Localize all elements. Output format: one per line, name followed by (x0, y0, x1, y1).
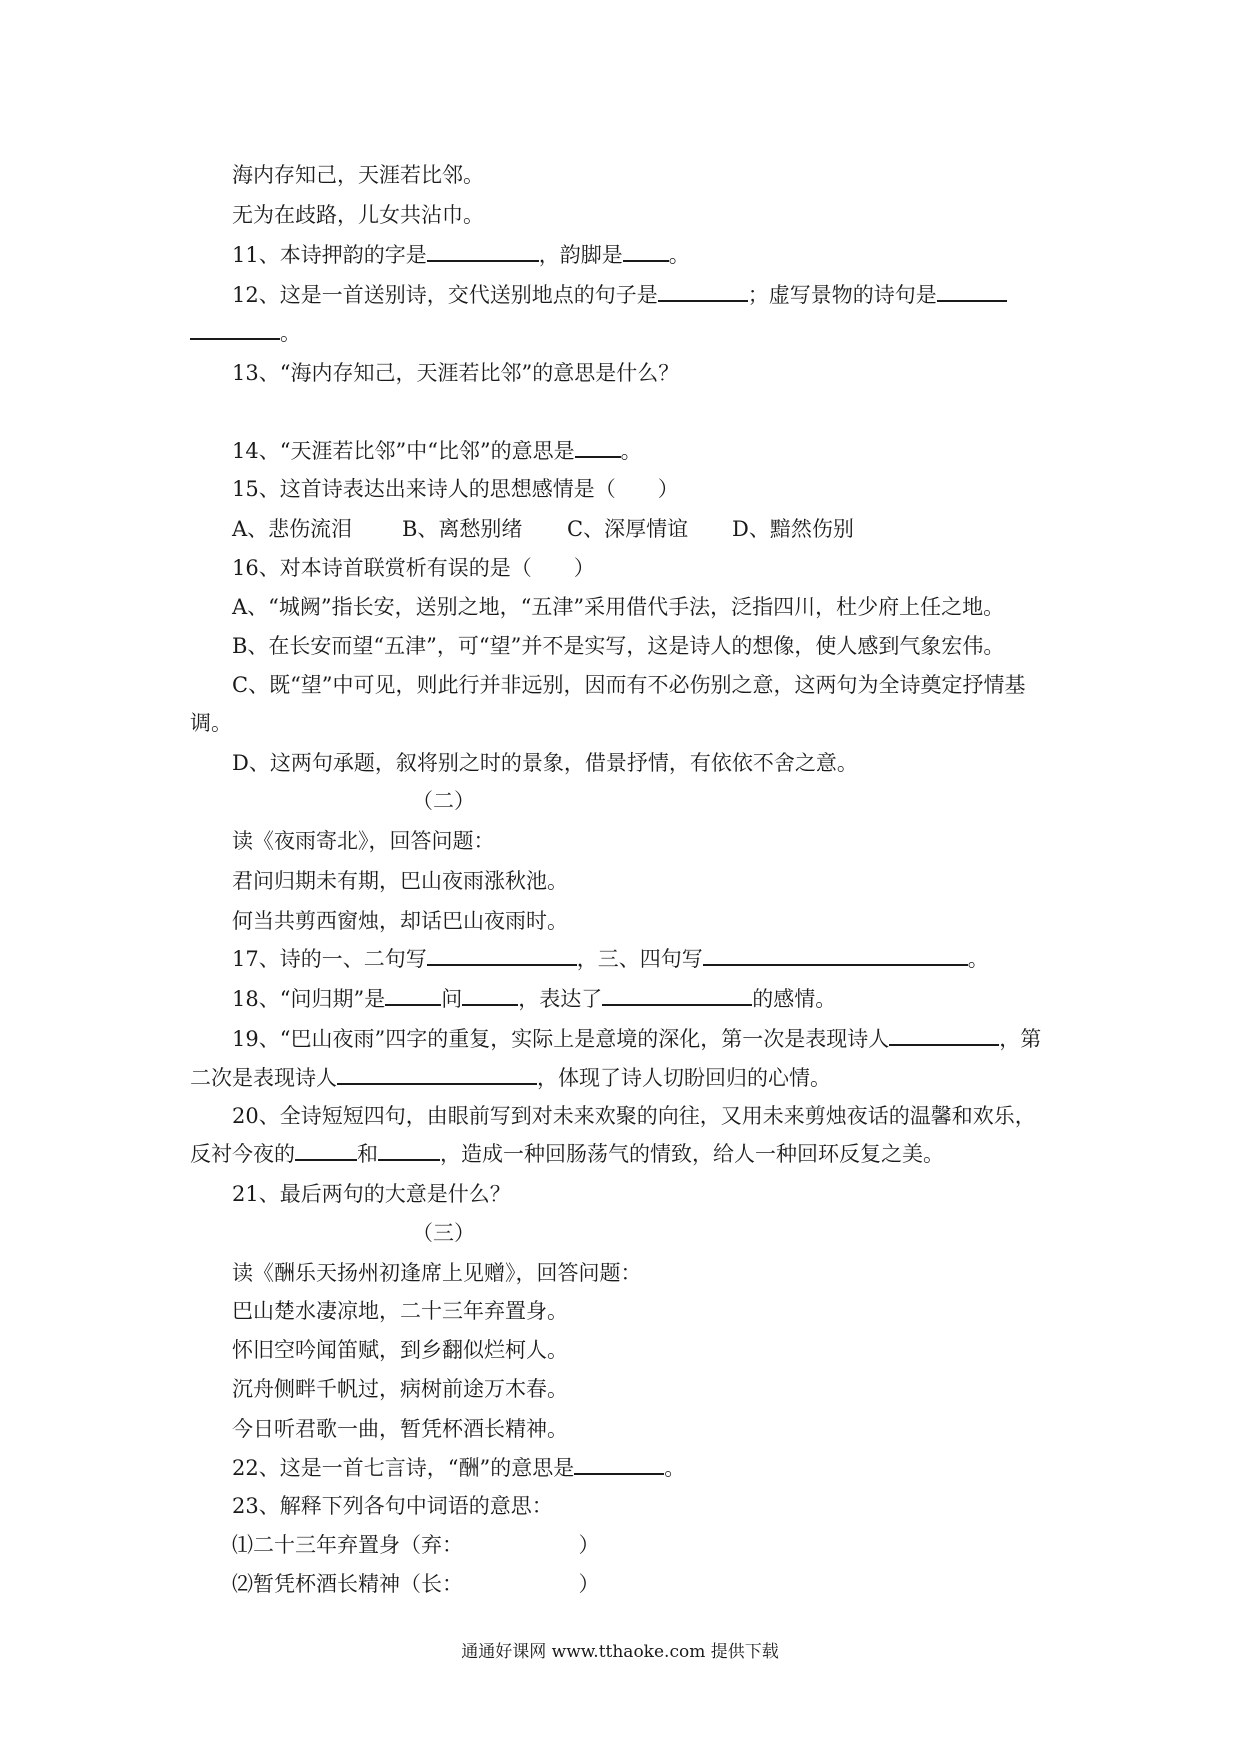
section-intro: 读《酬乐天扬州初逢席上见赠》，回答问题： (232, 1261, 642, 1285)
question-16: 16、对本诗首联赏析有误的是（ ） (232, 556, 595, 580)
option-a[interactable]: A、悲伤流泪 (232, 517, 353, 541)
q11-text: 11、本诗押韵的字是 (232, 243, 427, 267)
option-c-cont: 调。 (190, 711, 232, 735)
q19-text: 二次是表现诗人 (190, 1066, 337, 1090)
answer-blank[interactable] (462, 984, 518, 1006)
q17-text: ，三、四句写 (576, 947, 703, 971)
answer-blank[interactable] (427, 240, 539, 262)
q18-text: 的感情。 (752, 987, 837, 1011)
poem-line: 君问归期未有期，巴山夜雨涨秋池。 (232, 869, 568, 893)
answer-blank[interactable] (602, 984, 752, 1006)
option-d[interactable]: D、黯然伤别 (732, 517, 854, 541)
question-14 (232, 436, 642, 466)
question-23-item: ⑴二十三年弃置身（弃： ） (232, 1533, 600, 1557)
question-23: 23、解释下列各句中词语的意思： (232, 1494, 553, 1518)
answer-blank[interactable] (385, 984, 441, 1006)
answer-blank[interactable] (889, 1024, 999, 1046)
question-17 (232, 944, 989, 974)
q18-text: 18、“问归期”是 (232, 987, 386, 1011)
option-b[interactable]: B、离愁别绪 (402, 517, 523, 541)
answer-blank[interactable] (575, 436, 621, 458)
question-18 (232, 984, 836, 1014)
q22-text: 22、这是一首七言诗，“酬”的意思是 (232, 1456, 575, 1480)
option-c[interactable]: C、深厚情谊 (567, 517, 689, 541)
question-13: 13、“海内存知己，天涯若比邻”的意思是什么？ (232, 361, 680, 385)
q12-text: 。 (280, 321, 301, 345)
option-a[interactable]: A、“城阙”指长安，送别之地，“五津”采用借代手法，泛指四川，杜少府上任之地。 (232, 595, 1005, 619)
question-15: 15、这首诗表达出来诗人的思想感情是（ ） (232, 477, 679, 501)
answer-blank[interactable] (703, 944, 968, 966)
poem-line: 海内存知己，天涯若比邻。 (232, 163, 484, 187)
answer-blank[interactable] (574, 1453, 664, 1475)
question-22 (232, 1453, 685, 1483)
q19-text: 19、“巴山夜雨”四字的重复，实际上是意境的深化，第一次是表现诗人 (232, 1027, 890, 1051)
option-b[interactable]: B、在长安而望“五津”，可“望”并不是实写，这是诗人的想像，使人感到气象宏伟。 (232, 634, 1005, 658)
question-21: 21、最后两句的大意是什么？ (232, 1182, 511, 1206)
answer-blank[interactable] (378, 1139, 440, 1161)
poem-line: 无为在歧路，儿女共沾巾。 (232, 203, 484, 227)
answer-blank[interactable] (427, 944, 577, 966)
q20-text: 和 (357, 1142, 378, 1166)
q19-text: ，第 (999, 1027, 1042, 1051)
question-20: 20、全诗短短四句，由眼前写到对未来欢聚的向往，又用未来剪烛夜话的温馨和欢乐， (232, 1104, 1036, 1128)
question-19 (232, 1024, 1041, 1054)
q19-text: ，体现了诗人切盼回归的心情。 (537, 1066, 831, 1090)
question-20-cont (190, 1139, 944, 1169)
q14-text: 。 (620, 439, 642, 463)
poem-line: 巴山楚水凄凉地，二十三年弃置身。 (232, 1299, 568, 1323)
q17-text: 17、诗的一、二句写 (232, 947, 427, 971)
section-intro: 读《夜雨寄北》，回答问题： (232, 829, 495, 853)
page-footer: 通通好课网 www.tthaoke.com 提供下载 (461, 1642, 779, 1662)
option-c[interactable]: C、既“望”中可见，则此行并非远别，因而有不必伤别之意，这两句为全诗奠定抒情基 (232, 673, 1026, 697)
question-19-cont (190, 1063, 831, 1093)
q12-text: ；虚写景物的诗句是 (747, 283, 937, 307)
q11-text: ，韵脚是 (538, 243, 623, 267)
answer-blank[interactable] (337, 1063, 537, 1085)
section-heading: （二） (412, 789, 475, 813)
answer-blank[interactable] (190, 318, 280, 340)
answer-blank[interactable] (623, 240, 669, 262)
poem-line: 沉舟侧畔千帆过，病树前途万木春。 (232, 1377, 568, 1401)
q11-text: 。 (668, 243, 690, 267)
question-12-cont (190, 318, 301, 348)
q22-text: 。 (664, 1456, 686, 1480)
poem-line: 怀旧空吟闻笛赋，到乡翻似烂柯人。 (232, 1338, 568, 1362)
q14-text: 14、“天涯若比邻”中“比邻”的意思是 (232, 439, 575, 463)
answer-blank[interactable] (937, 280, 1007, 302)
q20-text: 反衬今夜的 (190, 1142, 295, 1166)
poem-line: 何当共剪西窗烛，却话巴山夜雨时。 (232, 909, 568, 933)
q18-text: 问 (441, 987, 463, 1011)
poem-line: 今日听君歌一曲，暂凭杯酒长精神。 (232, 1417, 568, 1441)
question-23-item: ⑵暂凭杯酒长精神（长： ） (232, 1572, 600, 1596)
question-12 (232, 280, 1007, 310)
q17-text: 。 (967, 947, 989, 971)
q18-text: ，表达了 (518, 987, 603, 1011)
q20-text: ，造成一种回肠荡气的情致，给人一种回环反复之美。 (440, 1142, 944, 1166)
question-11 (232, 240, 690, 270)
answer-blank[interactable] (295, 1139, 357, 1161)
q12-text: 12、这是一首送别诗，交代送别地点的句子是 (232, 283, 658, 307)
option-d[interactable]: D、这两句承题，叙将别之时的景象，借景抒情，有依依不舍之意。 (232, 751, 858, 775)
section-heading: （三） (412, 1221, 475, 1245)
answer-blank[interactable] (658, 280, 748, 302)
